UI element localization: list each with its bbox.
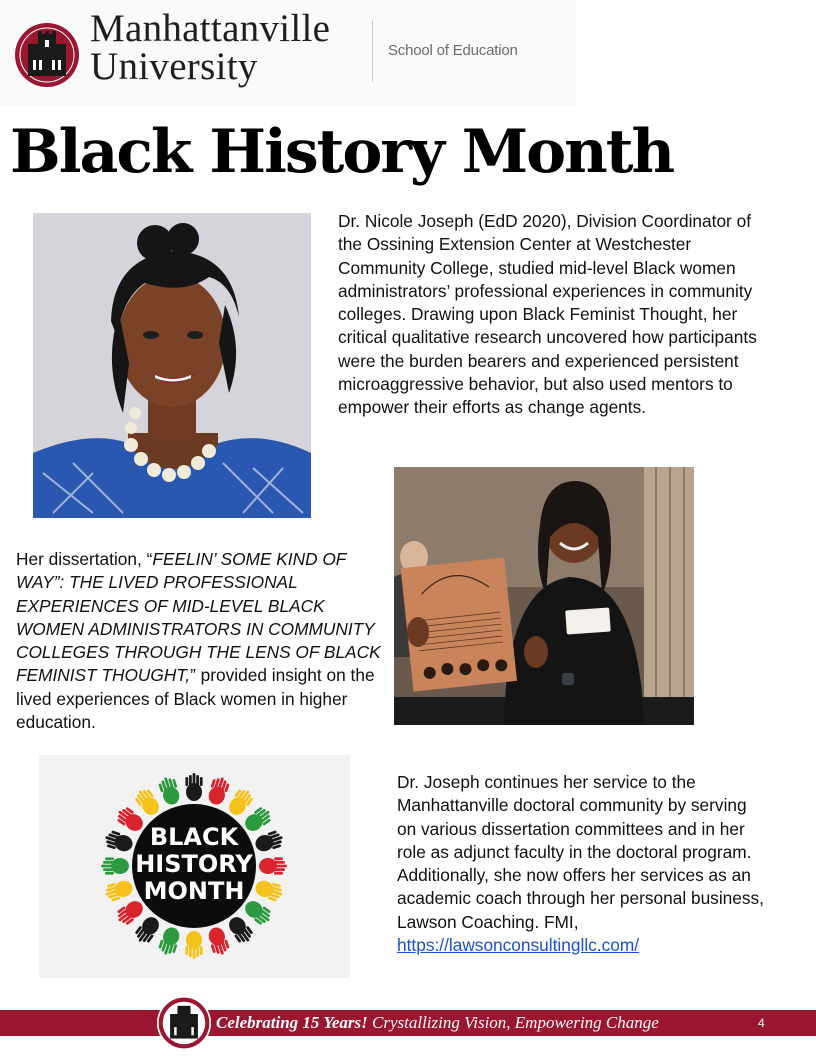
hand-icon — [114, 804, 147, 834]
service-text: Dr. Joseph continues her service to the Manhattanville doctoral community by serving on various dissertation committees and in her role as adjunct faculty in the doctoral program. Additionally, she now offers her services as an academic coach through her personal business, Lawson Coaching. FMI, — [397, 772, 764, 932]
hand-icon — [185, 773, 202, 801]
page-title: Black History Month — [10, 117, 674, 187]
hand-icon — [132, 914, 162, 947]
university-seal-logo — [14, 22, 80, 88]
footer-tagline — [216, 1012, 659, 1034]
hand-icon — [185, 931, 202, 959]
hand-icon — [157, 775, 182, 807]
hand-icon — [206, 775, 231, 807]
intro-paragraph: Dr. Nicole Joseph (EdD 2020), Division Coordinator of the Ossining Extension Center at Westchester Community College, studied mid-level Black women administrators’ professional experiences in community colleges. Drawing upon Black Feminist Thought, her critical qualitative research uncovered how participants were the burden bearers and experienced persistent microaggressive behavior, but also used mentors to empower their efforts as change agents. — [338, 211, 757, 418]
hands-circle-illustration — [39, 755, 350, 978]
hand-icon — [103, 829, 135, 854]
lawson-consulting-link[interactable]: https://lawsonconsultingllc.com/ — [397, 935, 640, 956]
hand-icon — [259, 857, 287, 874]
black-history-month-graphic — [39, 755, 350, 978]
bhm-line-1: BLACK — [149, 823, 239, 851]
footer-tagline-bold: Celebrating 15 Years! — [216, 1013, 368, 1032]
wordmark-line-1: Manhattanville — [90, 7, 331, 50]
header-divider — [372, 20, 373, 82]
service-paragraph — [397, 771, 767, 957]
portrait-photo — [33, 213, 311, 518]
footer-tagline-rest: Crystallizing Vision, Empowering Change — [367, 1013, 659, 1032]
hand-icon — [114, 897, 147, 927]
dissertation-outro: ” provided insight on the lived experiences of Black women in higher education. — [16, 665, 375, 733]
hand-icon — [206, 925, 231, 957]
hand-icon — [253, 878, 285, 903]
hand-icon — [132, 786, 162, 819]
page-number: 4 — [758, 1016, 765, 1030]
hand-icon — [225, 786, 255, 819]
university-wordmark — [90, 7, 331, 88]
hand-icon — [242, 897, 275, 927]
footer-seal-logo — [157, 996, 211, 1050]
school-name: School of Education — [388, 42, 518, 59]
dissertation-intro: Her dissertation, “ — [16, 549, 153, 569]
hand-icon — [253, 829, 285, 854]
event-photo — [394, 467, 694, 725]
hand-icon — [101, 857, 129, 874]
dissertation-title: FEELIN’ SOME KIND OF WAY”: THE LIVED PROFESSIONAL EXPERIENCES OF MID-LEVEL BLACK WOMEN ADMINISTRATORS IN COMMUNITY COLLEGES THROUGH THE LENS OF BLACK FEMINIST THOUGHT, — [16, 549, 381, 686]
hand-icon — [103, 878, 135, 903]
wordmark-line-2: University — [90, 45, 258, 88]
hand-icon — [157, 925, 182, 957]
bhm-line-3: MONTH — [143, 877, 245, 905]
hand-icon — [242, 804, 275, 834]
bhm-line-2: HISTORY — [135, 850, 253, 878]
header — [0, 0, 576, 106]
hand-icon — [225, 914, 255, 947]
dissertation-paragraph — [16, 548, 381, 734]
